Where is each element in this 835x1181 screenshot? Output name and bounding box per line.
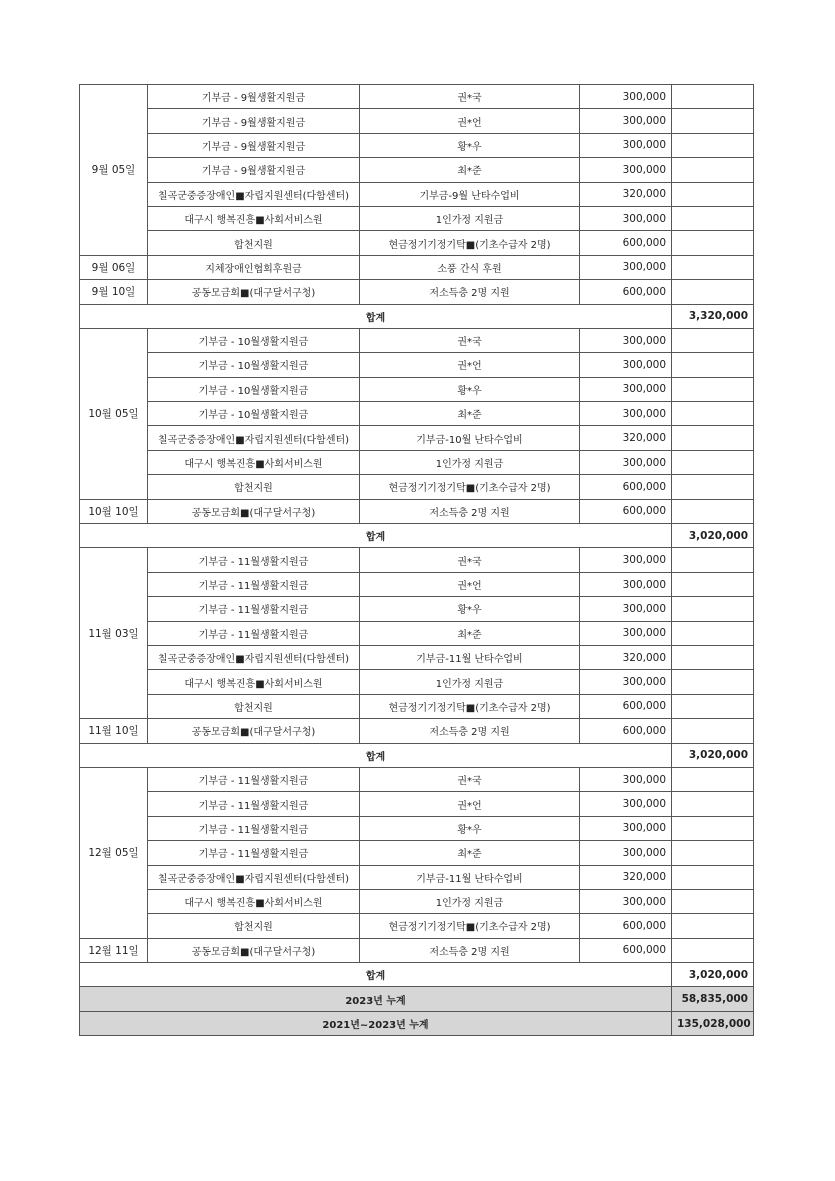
amount-cell: 300,000 <box>580 109 672 133</box>
table-row <box>80 548 754 572</box>
total-cell <box>672 889 754 913</box>
amount-cell: 300,000 <box>580 889 672 913</box>
donor-cell: 기부금 - 10월생활지원금 <box>148 353 360 377</box>
total-cell <box>672 694 754 718</box>
donor-cell: 기부금 - 10월생활지원금 <box>148 328 360 352</box>
amount-cell: 300,000 <box>580 621 672 645</box>
total-cell <box>672 816 754 840</box>
purpose-cell: 권*국 <box>360 767 580 791</box>
amount-cell: 300,000 <box>580 158 672 182</box>
amount-cell: 300,000 <box>580 792 672 816</box>
date-cell: 12월 11일 <box>80 938 148 962</box>
table-row <box>80 645 754 669</box>
donor-cell: 기부금 - 11월생활지원금 <box>148 816 360 840</box>
purpose-cell: 기부금-11월 난타수업비 <box>360 645 580 669</box>
amount-cell: 300,000 <box>580 377 672 401</box>
purpose-cell: 현금정기기정기탁■(기초수급자 2명) <box>360 914 580 938</box>
cumulative-row <box>80 987 754 1011</box>
table-row <box>80 914 754 938</box>
amount-cell: 600,000 <box>580 475 672 499</box>
amount-cell: 300,000 <box>580 597 672 621</box>
amount-cell: 600,000 <box>580 938 672 962</box>
purpose-cell: 권*국 <box>360 85 580 109</box>
amount-cell: 600,000 <box>580 499 672 523</box>
amount-cell: 300,000 <box>580 85 672 109</box>
subtotal-value: 3,020,000 <box>672 524 754 548</box>
amount-cell: 300,000 <box>580 255 672 279</box>
table-row <box>80 841 754 865</box>
donor-cell: 기부금 - 9월생활지원금 <box>148 85 360 109</box>
table-row <box>80 670 754 694</box>
date-cell: 9월 06일 <box>80 255 148 279</box>
total-cell <box>672 450 754 474</box>
subtotal-label: 합계 <box>80 963 672 987</box>
donor-cell: 공동모금회■(대구달서구청) <box>148 280 360 304</box>
total-cell <box>672 328 754 352</box>
table-row <box>80 597 754 621</box>
purpose-cell: 현금정기기정기탁■(기초수급자 2명) <box>360 475 580 499</box>
date-cell: 12월 05일 <box>80 767 148 938</box>
purpose-cell: 저소득층 2명 지원 <box>360 499 580 523</box>
table-row <box>80 377 754 401</box>
subtotal-row <box>80 743 754 767</box>
total-cell <box>672 255 754 279</box>
subtotal-value: 3,320,000 <box>672 304 754 328</box>
amount-cell: 320,000 <box>580 426 672 450</box>
total-cell <box>672 841 754 865</box>
donor-cell: 대구시 행복진흥■사회서비스원 <box>148 670 360 694</box>
total-cell <box>672 548 754 572</box>
amount-cell: 300,000 <box>580 670 672 694</box>
total-cell <box>672 158 754 182</box>
date-cell: 10월 10일 <box>80 499 148 523</box>
total-cell <box>672 597 754 621</box>
total-cell <box>672 231 754 255</box>
table-row <box>80 182 754 206</box>
table-row <box>80 402 754 426</box>
total-cell <box>672 133 754 157</box>
table-row <box>80 450 754 474</box>
amount-cell: 300,000 <box>580 767 672 791</box>
purpose-cell: 1인가정 지원금 <box>360 889 580 913</box>
donor-cell: 합천지원 <box>148 914 360 938</box>
purpose-cell: 최*준 <box>360 158 580 182</box>
date-cell: 9월 05일 <box>80 85 148 256</box>
table-row <box>80 328 754 352</box>
table-row <box>80 280 754 304</box>
purpose-cell: 최*준 <box>360 841 580 865</box>
total-cell <box>672 402 754 426</box>
donor-cell: 기부금 - 9월생활지원금 <box>148 109 360 133</box>
amount-cell: 320,000 <box>580 865 672 889</box>
purpose-cell: 저소득층 2명 지원 <box>360 938 580 962</box>
purpose-cell: 기부금-11월 난타수업비 <box>360 865 580 889</box>
total-cell <box>672 865 754 889</box>
purpose-cell: 권*국 <box>360 328 580 352</box>
table-row <box>80 426 754 450</box>
amount-cell: 600,000 <box>580 694 672 718</box>
ledger-body <box>80 85 754 1036</box>
total-cell <box>672 914 754 938</box>
total-cell <box>672 719 754 743</box>
donor-cell: 공동모금회■(대구달서구청) <box>148 499 360 523</box>
table-row <box>80 572 754 596</box>
donor-cell: 기부금 - 11월생활지원금 <box>148 621 360 645</box>
total-cell <box>672 109 754 133</box>
cumulative-label: 2023년 누계 <box>80 987 672 1011</box>
purpose-cell: 저소득층 2명 지원 <box>360 719 580 743</box>
table-row <box>80 109 754 133</box>
table-row <box>80 353 754 377</box>
subtotal-value: 3,020,000 <box>672 743 754 767</box>
table-row <box>80 792 754 816</box>
donor-cell: 대구시 행복진흥■사회서비스원 <box>148 206 360 230</box>
table-row <box>80 938 754 962</box>
table-row <box>80 255 754 279</box>
purpose-cell: 권*국 <box>360 548 580 572</box>
donor-cell: 대구시 행복진흥■사회서비스원 <box>148 450 360 474</box>
purpose-cell: 황*우 <box>360 597 580 621</box>
purpose-cell: 황*우 <box>360 816 580 840</box>
donor-cell: 칠곡군중증장애인■자립지원센터(다함센터) <box>148 865 360 889</box>
subtotal-row <box>80 304 754 328</box>
purpose-cell: 1인가정 지원금 <box>360 206 580 230</box>
purpose-cell: 현금정기기정기탁■(기초수급자 2명) <box>360 231 580 255</box>
total-cell <box>672 85 754 109</box>
amount-cell: 300,000 <box>580 450 672 474</box>
subtotal-label: 합계 <box>80 304 672 328</box>
donor-cell: 기부금 - 10월생활지원금 <box>148 402 360 426</box>
subtotal-label: 합계 <box>80 524 672 548</box>
total-cell <box>672 645 754 669</box>
amount-cell: 300,000 <box>580 206 672 230</box>
donor-cell: 지체장애인협회후원금 <box>148 255 360 279</box>
donor-cell: 칠곡군중증장애인■자립지원센터(다함센터) <box>148 182 360 206</box>
purpose-cell: 최*준 <box>360 402 580 426</box>
cumulative-row <box>80 1011 754 1035</box>
cumulative-value: 58,835,000 <box>672 987 754 1011</box>
purpose-cell: 저소득층 2명 지원 <box>360 280 580 304</box>
donor-cell: 기부금 - 9월생활지원금 <box>148 133 360 157</box>
date-cell: 11월 10일 <box>80 719 148 743</box>
total-cell <box>672 670 754 694</box>
total-cell <box>672 206 754 230</box>
total-cell <box>672 938 754 962</box>
purpose-cell: 최*준 <box>360 621 580 645</box>
donor-cell: 공동모금회■(대구달서구청) <box>148 938 360 962</box>
total-cell <box>672 792 754 816</box>
table-row <box>80 767 754 791</box>
total-cell <box>672 572 754 596</box>
subtotal-row <box>80 524 754 548</box>
purpose-cell: 기부금-10월 난타수업비 <box>360 426 580 450</box>
purpose-cell: 황*우 <box>360 133 580 157</box>
purpose-cell: 소풍 간식 후원 <box>360 255 580 279</box>
donor-cell: 칠곡군중증장애인■자립지원센터(다함센터) <box>148 426 360 450</box>
cumulative-label: 2021년~2023년 누계 <box>80 1011 672 1035</box>
donor-cell: 합천지원 <box>148 694 360 718</box>
purpose-cell: 기부금-9월 난타수업비 <box>360 182 580 206</box>
total-cell <box>672 499 754 523</box>
table-row <box>80 133 754 157</box>
donor-cell: 대구시 행복진흥■사회서비스원 <box>148 889 360 913</box>
donation-ledger-table <box>79 84 754 1036</box>
total-cell <box>672 426 754 450</box>
amount-cell: 600,000 <box>580 280 672 304</box>
table-row <box>80 85 754 109</box>
total-cell <box>672 280 754 304</box>
amount-cell: 300,000 <box>580 133 672 157</box>
table-row <box>80 889 754 913</box>
subtotal-label: 합계 <box>80 743 672 767</box>
purpose-cell: 1인가정 지원금 <box>360 670 580 694</box>
amount-cell: 300,000 <box>580 841 672 865</box>
cumulative-value: 135,028,000 <box>672 1011 754 1035</box>
purpose-cell: 1인가정 지원금 <box>360 450 580 474</box>
total-cell <box>672 475 754 499</box>
amount-cell: 300,000 <box>580 548 672 572</box>
donor-cell: 기부금 - 10월생활지원금 <box>148 377 360 401</box>
table-row <box>80 158 754 182</box>
donor-cell: 기부금 - 11월생활지원금 <box>148 841 360 865</box>
table-row <box>80 499 754 523</box>
donor-cell: 합천지원 <box>148 231 360 255</box>
purpose-cell: 권*언 <box>360 572 580 596</box>
purpose-cell: 권*언 <box>360 792 580 816</box>
purpose-cell: 권*언 <box>360 109 580 133</box>
donor-cell: 기부금 - 9월생활지원금 <box>148 158 360 182</box>
table-row <box>80 231 754 255</box>
table-row <box>80 719 754 743</box>
date-cell: 9월 10일 <box>80 280 148 304</box>
amount-cell: 600,000 <box>580 231 672 255</box>
table-row <box>80 816 754 840</box>
donor-cell: 합천지원 <box>148 475 360 499</box>
donor-cell: 기부금 - 11월생활지원금 <box>148 572 360 596</box>
table-row <box>80 694 754 718</box>
total-cell <box>672 767 754 791</box>
table-row <box>80 475 754 499</box>
amount-cell: 600,000 <box>580 914 672 938</box>
date-cell: 11월 03일 <box>80 548 148 719</box>
total-cell <box>672 621 754 645</box>
purpose-cell: 권*언 <box>360 353 580 377</box>
date-cell: 10월 05일 <box>80 328 148 499</box>
amount-cell: 320,000 <box>580 182 672 206</box>
purpose-cell: 현금정기기정기탁■(기초수급자 2명) <box>360 694 580 718</box>
donor-cell: 기부금 - 11월생활지원금 <box>148 767 360 791</box>
amount-cell: 320,000 <box>580 645 672 669</box>
donor-cell: 공동모금회■(대구달서구청) <box>148 719 360 743</box>
amount-cell: 300,000 <box>580 572 672 596</box>
table-row <box>80 865 754 889</box>
subtotal-value: 3,020,000 <box>672 963 754 987</box>
table-row <box>80 206 754 230</box>
total-cell <box>672 353 754 377</box>
total-cell <box>672 377 754 401</box>
amount-cell: 300,000 <box>580 353 672 377</box>
table-row <box>80 621 754 645</box>
donor-cell: 기부금 - 11월생활지원금 <box>148 548 360 572</box>
subtotal-row <box>80 963 754 987</box>
donor-cell: 기부금 - 11월생활지원금 <box>148 597 360 621</box>
donor-cell: 칠곡군중증장애인■자립지원센터(다함센터) <box>148 645 360 669</box>
donor-cell: 기부금 - 11월생활지원금 <box>148 792 360 816</box>
amount-cell: 600,000 <box>580 719 672 743</box>
amount-cell: 300,000 <box>580 816 672 840</box>
purpose-cell: 황*우 <box>360 377 580 401</box>
amount-cell: 300,000 <box>580 402 672 426</box>
total-cell <box>672 182 754 206</box>
amount-cell: 300,000 <box>580 328 672 352</box>
